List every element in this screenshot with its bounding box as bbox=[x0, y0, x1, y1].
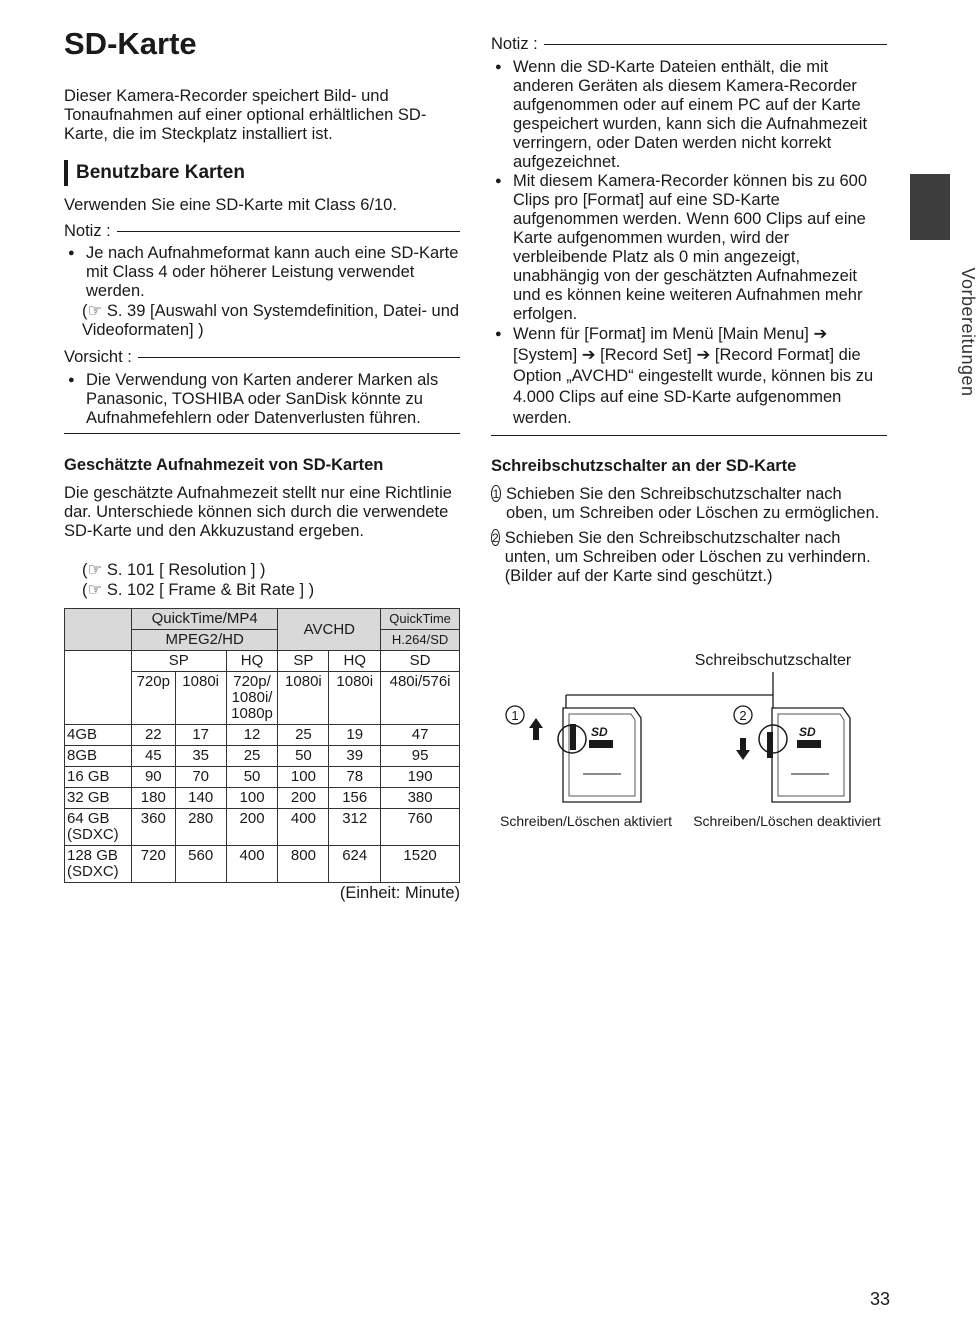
note-label-right bbox=[491, 35, 887, 54]
step-item bbox=[491, 529, 887, 586]
mode-cell: HQ bbox=[329, 651, 381, 672]
time-cell: 47 bbox=[381, 725, 460, 746]
figure-number-1-text: 1 bbox=[511, 708, 519, 723]
caution-label-text: Vorsicht : bbox=[64, 348, 132, 366]
table-header-row bbox=[65, 609, 460, 630]
resolution-cell: 1080i bbox=[278, 672, 329, 725]
caption-disabled: Schreiben/Löschen deaktiviert bbox=[693, 813, 881, 829]
write-protect-steps bbox=[491, 485, 887, 586]
note-label-left bbox=[64, 222, 460, 241]
sd-logo-icon: SD bbox=[799, 725, 816, 739]
sd-logo-icon: SD bbox=[591, 725, 608, 739]
unit-note: (Einheit: Minute) bbox=[339, 884, 460, 902]
note-label-text: Notiz : bbox=[491, 35, 538, 53]
reference-resolution: (☞ S. 101 [ Resolution ] ) bbox=[82, 561, 266, 579]
time-cell: 25 bbox=[226, 746, 278, 767]
time-cell: 100 bbox=[278, 767, 329, 788]
arrow-up-icon bbox=[529, 718, 543, 740]
table-corner-cell bbox=[65, 609, 132, 651]
table-body bbox=[65, 725, 460, 883]
note-item: ● Je nach Aufnahmeformat kann auch eine SD-Karte mit Class 4 oder höherer Leistung verwendet werden. bbox=[64, 244, 460, 301]
step-item bbox=[491, 485, 887, 523]
section-heading-usable-cards: Benutzbare Karten bbox=[64, 160, 245, 186]
time-cell: 200 bbox=[226, 809, 278, 846]
page-number: 33 bbox=[869, 1289, 890, 1309]
capacity-cell: 16 GB bbox=[65, 767, 132, 788]
time-cell: 200 bbox=[278, 788, 329, 809]
caption-enabled: Schreiben/Löschen aktiviert bbox=[500, 813, 672, 829]
table-mode-row bbox=[65, 651, 460, 672]
time-cell: 19 bbox=[329, 725, 381, 746]
capacity-cell: 32 GB bbox=[65, 788, 132, 809]
resolution-cell: 720p bbox=[131, 672, 175, 725]
recording-time-table bbox=[64, 608, 460, 883]
chapter-tab-label: Vorbereitungen bbox=[958, 267, 978, 397]
time-cell: 280 bbox=[175, 809, 226, 846]
table-row bbox=[65, 788, 460, 809]
switch-up bbox=[570, 724, 576, 750]
divider bbox=[64, 433, 460, 434]
time-cell: 800 bbox=[278, 846, 329, 883]
usable-cards-notes bbox=[64, 244, 460, 301]
time-cell: 50 bbox=[226, 767, 278, 788]
time-cell: 95 bbox=[381, 746, 460, 767]
time-cell: 190 bbox=[381, 767, 460, 788]
note-item: ● Wenn die SD-Karte Dateien enthält, die mit anderen Geräten als diesem Kamera-Recorder aufgenommen oder auf einem PC auf der Karte gespeichert wurden, kann sich die Aufnahmezeit verringern, oder Daten werden nicht korrekt aufgezeichnet. bbox=[491, 58, 887, 172]
caution-list bbox=[64, 371, 460, 428]
time-cell: 17 bbox=[175, 725, 226, 746]
divider bbox=[491, 435, 887, 436]
note-label-text: Notiz : bbox=[64, 222, 111, 240]
header-quicktime-mp4: QuickTime/MP4 bbox=[131, 609, 278, 630]
header-mpeg2-hd: MPEG2/HD bbox=[131, 630, 278, 651]
table-row bbox=[65, 846, 460, 883]
capacity-cell: 128 GB (SDXC) bbox=[65, 846, 132, 883]
capacity-cell: 8GB bbox=[65, 746, 132, 767]
resolution-cell: 720p/ 1080i/ 1080p bbox=[226, 672, 278, 725]
time-cell: 380 bbox=[381, 788, 460, 809]
caution-item: ● Die Verwendung von Karten anderer Marken als Panasonic, TOSHIBA oder SanDisk könnte zu Aufnahmefehlern oder Datenverlusten führen. bbox=[64, 371, 460, 428]
time-cell: 70 bbox=[175, 767, 226, 788]
time-cell: 90 bbox=[131, 767, 175, 788]
figure-number-2-text: 2 bbox=[739, 708, 747, 723]
time-cell: 360 bbox=[131, 809, 175, 846]
note-reference: (☞ S. 39 [Auswahl von Systemdefinition, Datei- und Videoformaten] ) bbox=[82, 302, 460, 339]
resolution-cell: 1080i bbox=[175, 672, 226, 725]
arrow-down-icon bbox=[736, 738, 750, 760]
recording-time-text: Die geschätzte Aufnahmezeit stellt nur eine Richtlinie dar. Unterschiede können sich durch die verwendete SD-Karte und den Akkuzustand ergeben. bbox=[64, 484, 452, 540]
step-text: Schieben Sie den Schreibschutzschalter nach unten, um Schreiben oder Löschen zu verhindern. (Bilder auf der Karte sind geschützt.) bbox=[504, 529, 871, 585]
header-h264-sd: H.264/SD bbox=[381, 630, 460, 651]
header-avchd: AVCHD bbox=[278, 609, 381, 651]
time-cell: 50 bbox=[278, 746, 329, 767]
mode-cell: SD bbox=[381, 651, 460, 672]
resolution-cell: 480i/576i bbox=[381, 672, 460, 725]
mode-cell: SP bbox=[131, 651, 226, 672]
time-cell: 312 bbox=[329, 809, 381, 846]
time-cell: 45 bbox=[131, 746, 175, 767]
time-cell: 12 bbox=[226, 725, 278, 746]
time-cell: 400 bbox=[278, 809, 329, 846]
note-item: ● Mit diesem Kamera-Recorder können bis zu 600 Clips pro [Format] auf eine SD-Karte aufgenommen werden. Wenn 600 Clips auf eine Karte aufgenommen wurden, wird der verbleibende Platz als 0 min angezeigt, unabhängig von der geschätzten Aufnahmezeit und es können keine weiteren Aufnahmen mehr erfolgen. bbox=[491, 172, 887, 324]
time-cell: 180 bbox=[131, 788, 175, 809]
step-number: 1 bbox=[492, 487, 500, 501]
header-quicktime: QuickTime bbox=[381, 609, 460, 630]
switch-label: Schreibschutzschalter bbox=[694, 652, 852, 669]
table-empty-cell bbox=[65, 651, 132, 725]
note-item: ● Wenn für [Format] im Menü [Main Menu] ➔ [System] ➔ [Record Set] ➔ [Record Format] die Option „AVCHD“ eingestellt wurde, können bis zu 4.000 Clips auf eine SD-Karte aufgenommen werden. bbox=[491, 324, 887, 429]
time-cell: 156 bbox=[329, 788, 381, 809]
step-number: 2 bbox=[492, 531, 499, 545]
capacity-cell: 4GB bbox=[65, 725, 132, 746]
table-row bbox=[65, 725, 460, 746]
caution-label bbox=[64, 348, 460, 367]
mode-cell: SP bbox=[278, 651, 329, 672]
write-protect-heading: Schreibschutzschalter an der SD-Karte bbox=[491, 457, 797, 475]
time-cell: 140 bbox=[175, 788, 226, 809]
time-cell: 1520 bbox=[381, 846, 460, 883]
resolution-cell: 1080i bbox=[329, 672, 381, 725]
step-text: Schieben Sie den Schreibschutzschalter nach oben, um Schreiben oder Löschen zu ermöglichen. bbox=[506, 485, 880, 522]
table-row bbox=[65, 746, 460, 767]
sd-card-left bbox=[558, 708, 641, 802]
time-cell: 25 bbox=[278, 725, 329, 746]
intro-paragraph: Dieser Kamera-Recorder speichert Bild- und Tonaufnahmen auf einer optional erhältlichen SD-Karte, die im Steckplatz installiert ist. bbox=[64, 87, 427, 143]
table-row bbox=[65, 767, 460, 788]
table-row bbox=[65, 809, 460, 846]
right-notes-list bbox=[491, 58, 887, 429]
time-cell: 100 bbox=[226, 788, 278, 809]
time-cell: 560 bbox=[175, 846, 226, 883]
usable-cards-text: Verwenden Sie eine SD-Karte mit Class 6/10. bbox=[64, 196, 397, 214]
recording-time-heading: Geschätzte Aufnahmezeit von SD-Karten bbox=[64, 456, 384, 474]
time-cell: 78 bbox=[329, 767, 381, 788]
time-cell: 400 bbox=[226, 846, 278, 883]
mode-cell: HQ bbox=[226, 651, 278, 672]
chapter-tab-marker bbox=[910, 174, 950, 240]
time-cell: 760 bbox=[381, 809, 460, 846]
page-title: SD-Karte bbox=[64, 26, 197, 61]
write-protect-figure bbox=[491, 640, 891, 840]
time-cell: 22 bbox=[131, 725, 175, 746]
time-cell: 624 bbox=[329, 846, 381, 883]
time-cell: 35 bbox=[175, 746, 226, 767]
sd-card-right bbox=[759, 708, 850, 802]
time-cell: 720 bbox=[131, 846, 175, 883]
reference-frame-bitrate: (☞ S. 102 [ Frame & Bit Rate ] ) bbox=[82, 581, 315, 599]
time-cell: 39 bbox=[329, 746, 381, 767]
switch-down bbox=[767, 732, 773, 758]
capacity-cell: 64 GB (SDXC) bbox=[65, 809, 132, 846]
